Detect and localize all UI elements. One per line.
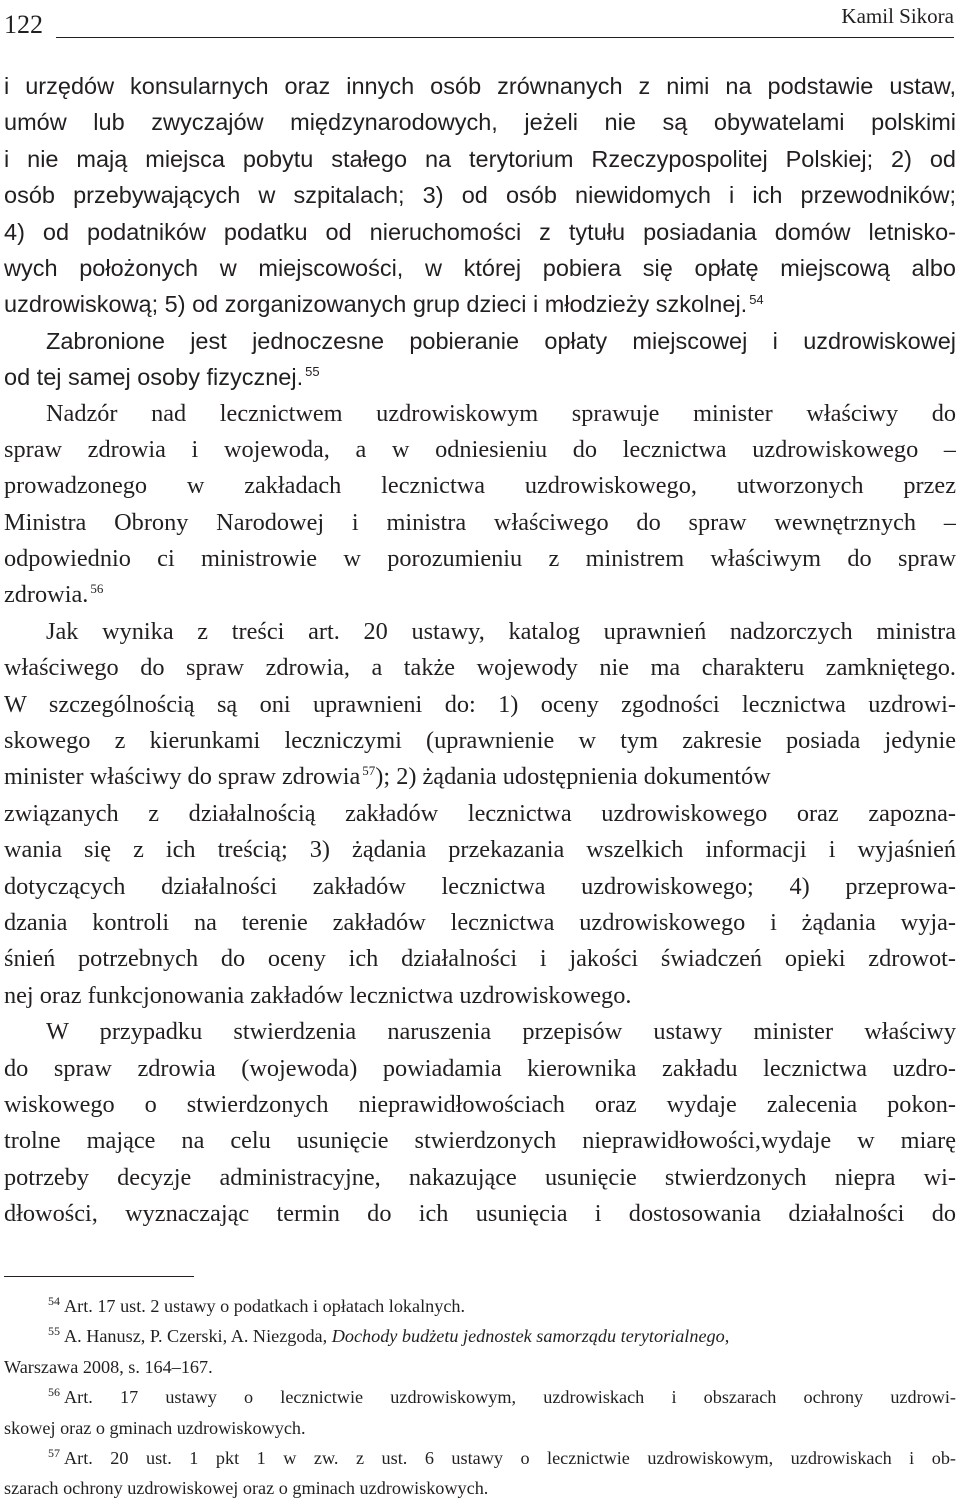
footnote-57-cont: szarach ochrony uzdrowiskowej oraz o gminach uzdrowiskowych. [4,1478,489,1499]
running-head-author: Kamil Sikora [841,4,954,28]
body-text [4,68,956,1233]
footnote-rule [4,1276,194,1277]
body-line: związanych z działalnością zakładów lecznictwa uzdrowiskowego oraz zapozna- [4,799,956,827]
footnotes [4,1276,956,1504]
body-line: i urzędów konsularnych oraz innych osób zrównanych z nimi na podstawie ustaw, [4,73,956,99]
body-line: skowego z kierunkami leczniczymi (uprawnienie w tym zakresie posiada jedynie [4,727,956,755]
body-line: odpowiednio ci ministrowie w porozumieniu z ministrem właściwym do spraw [4,545,956,573]
footnote-54: $^{54}$ Art. 17 ust. 2 ustawy o podatkach i opłatach lokalnych. [48,1293,466,1316]
footnote-57: $^{57}$ Art. 20 ust. 1 pkt 1 w zw. z ust. 6 ustawy o lecznictwie uzdrowiskowym, uzdrowiskach i ob- [48,1445,956,1468]
body-line: właściwego do spraw zdrowia, a także wojewody nie ma charakteru zamkniętego. [4,654,956,682]
body-line: nej oraz funkcjonowania zakładów lecznictwa uzdrowiskowego. [4,981,632,1009]
body-line: Jak wynika z treści art. 20 ustawy, katalog uprawnień nadzorczych ministra [46,617,956,645]
footnote-56: $^{56}$ Art. 17 ustawy o lecznictwie uzdrowiskowym, uzdrowiskach i obszarach ochrony uzdrowi- [48,1385,956,1408]
body-line: Zabronione jest jednoczesne pobieranie opłaty miejscowej i uzdrowiskowej [46,327,956,354]
body-line: wiskowego o stwierdzonych nieprawidłowościach oraz wydaje zalecenia pokon- [4,1090,956,1118]
body-line: dzania kontroli na terenie zakładów lecznictwa uzdrowiskowego i żądania wyja- [4,908,956,936]
page-number: 122 [4,10,43,39]
body-line: trolne mające na celu usunięcie stwierdzonych nieprawidłowości,wydaje w miarę [4,1127,956,1155]
body-line: umów lub zwyczajów międzynarodowych, jeżeli nie są obywatelami polskimi [4,109,956,136]
body-line: osób przebywających w szpitalach; 3) od osób niewidomych i ich przewodników; [4,182,956,209]
body-line: dotyczących działalności zakładów lecznictwa uzdrowiskowego; 4) przeprowa- [4,872,956,900]
body-line: spraw zdrowia i wojewoda, a w odniesieniu do lecznictwa uzdrowiskowego – [4,435,956,463]
body-line: do spraw zdrowia (wojewoda) powiadamia kierownika zakładu lecznictwa uzdro- [4,1054,956,1082]
body-line: W szczególnością są oni uprawnieni do: 1) oceny zgodności lecznictwa uzdrowi- [4,690,956,718]
body-line: zdrowia. $^{56}$ [4,581,104,609]
footnote-ref-55[interactable]: 55 [305,364,320,380]
footnote-ref-56[interactable]: 56 [90,581,104,597]
header-rule [56,37,954,38]
body-line: 4) od podatników podatku od nieruchomości z tytułu posiadania domów letnisko- [4,218,956,245]
body-line: Nadzór nad lecznictwem uzdrowiskowym sprawuje minister właściwy do [46,399,956,427]
body-line: uzdrowiskową; 5) od zorganizowanych grup dzieci i młodzieży szkolnej. $^{54}$ [4,291,764,318]
body-line: prowadzonego w zakładach lecznictwa uzdrowiskowego, utworzonych przez [4,472,956,500]
footnote-ref-54[interactable]: 54 [749,291,764,307]
body-line: wania się z ich treścią; 3) żądania przekazania wszelkich informacji i wyjaśnień [4,836,956,864]
body-line: W przypadku stwierdzenia naruszenia przepisów ustawy minister właściwy [46,1018,956,1046]
footnote-ref-57[interactable]: 57 [362,763,376,779]
body-line: Ministra Obrony Narodowej i ministra właściwego do spraw wewnętrznych – [4,508,956,536]
body-line: dłowości, wyznaczając termin do ich usunięcia i dostosowania działalności do [4,1200,956,1228]
body-line: od tej samej osoby fizycznej. $^{55}$ [4,364,320,391]
footnote-56-cont: skowej oraz o gminach uzdrowiskowych. [4,1417,306,1438]
body-line: wych położonych w miejscowości, w której pobiera się opłatę miejscową albo [4,254,956,281]
body-line: potrzeby decyzje administracyjne, nakazujące usunięcie stwierdzonych niepra wi- [4,1163,956,1191]
body-line: śnień potrzebnych do oceny ich działalności i jakości świadczeń opieki zdrowot- [4,945,956,973]
body-line: minister właściwy do spraw zdrowia $^{57}$); 2) żądania udostępnienia dokumentów [4,763,771,791]
footnote-55-cont: Warszawa 2008, s. 164–167. [4,1356,213,1377]
body-line: i nie mają miejsca pobytu stałego na terytorium Rzeczypospolitej Polskiej; 2) od [4,145,956,172]
footnote-55: $^{55}$ A. Hanusz, P. Czerski, A. Niezgoda, Dochody budżetu jednostek samorządu terytorialnego, [48,1324,730,1347]
page-header [4,4,954,42]
